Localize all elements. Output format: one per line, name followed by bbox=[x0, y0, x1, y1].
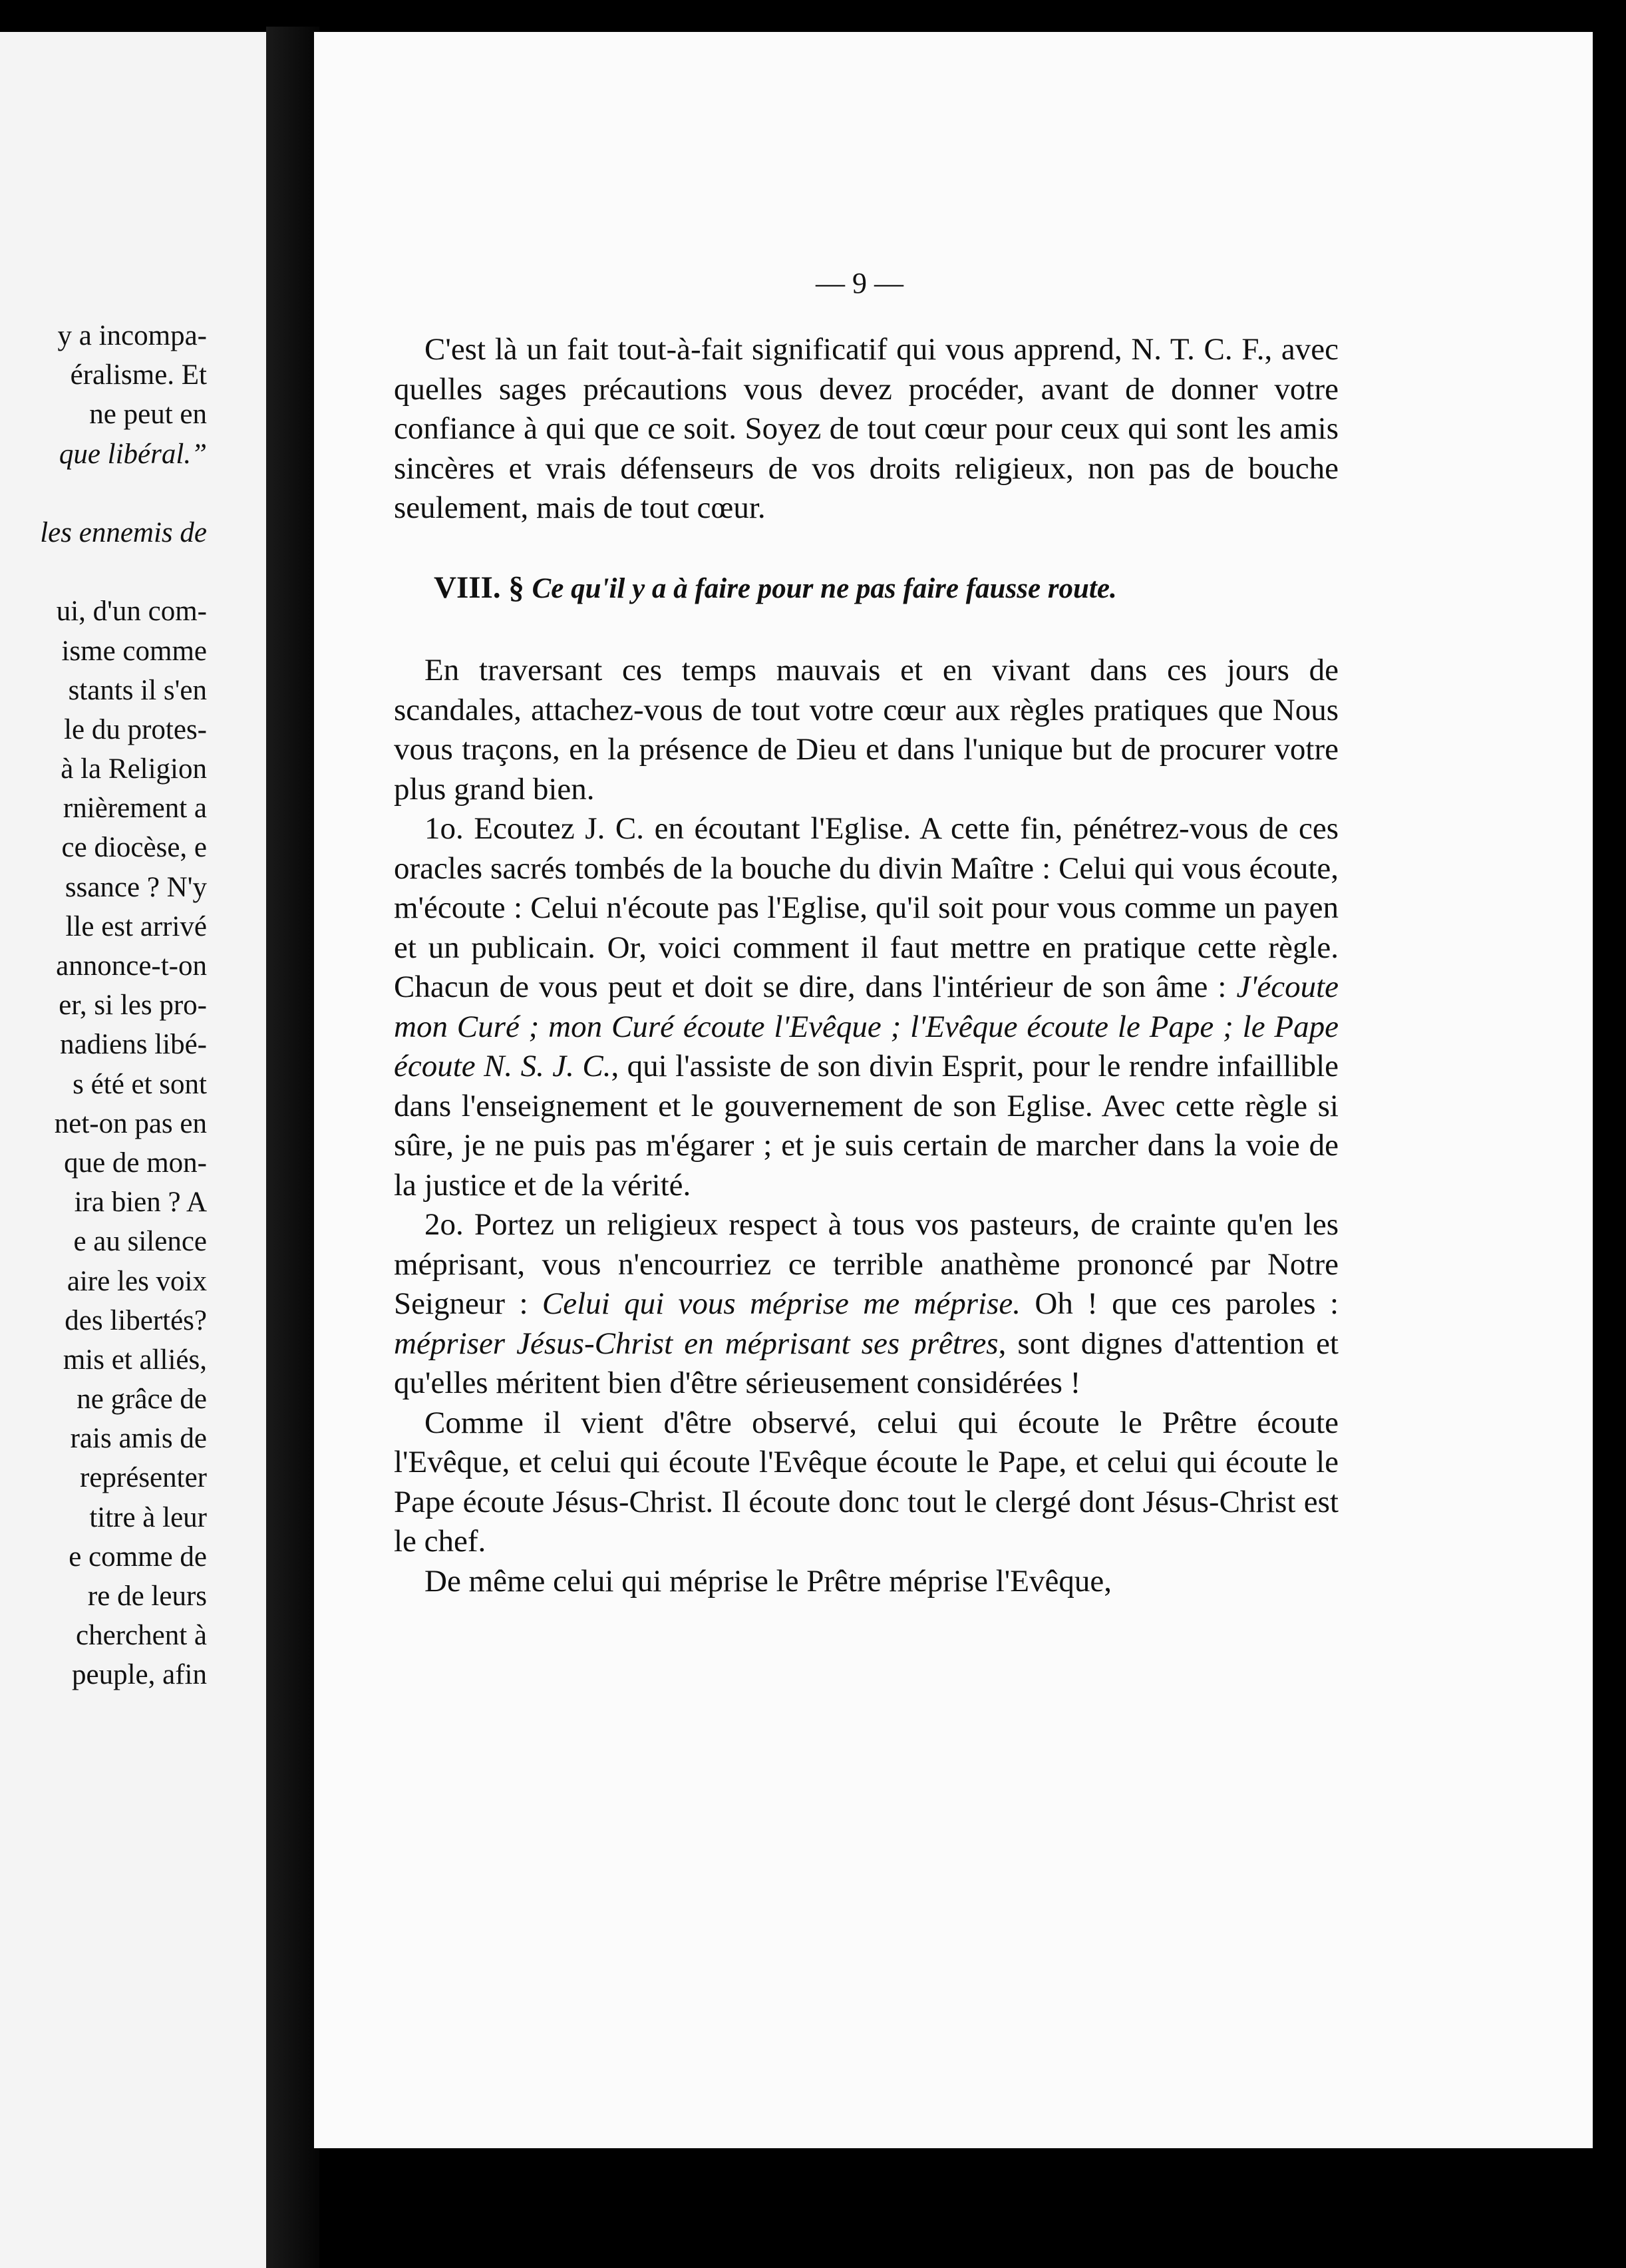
left-line: rais amis de bbox=[70, 1423, 207, 1455]
left-line: rnièrement a bbox=[63, 793, 207, 825]
left-line: représenter bbox=[80, 1462, 207, 1494]
paragraph: De même celui qui méprise le Prêtre méprise l'Evêque, bbox=[424, 1563, 1112, 1599]
left-line: stants il s'en bbox=[68, 674, 207, 706]
left-facing-page bbox=[0, 32, 276, 2268]
left-gap bbox=[0, 474, 207, 513]
left-line: aire les voix bbox=[67, 1265, 207, 1297]
section-heading bbox=[394, 568, 1339, 609]
left-line: e au silence bbox=[73, 1226, 207, 1258]
body-text bbox=[394, 330, 1339, 1601]
book-gutter bbox=[266, 27, 319, 2268]
left-line: lle est arrivé bbox=[65, 910, 207, 942]
text-run: 1o. Ecoutez J. C. en écoutant l'Eglise. A cette fin, pénétrez-vous de ces oracles sacrés tombés de la bouche du divin Maître : Celui qui vous écoute, m'écoute : Celui n'écoute pas l'Eglise, qu'il soit pour vous comme un payen et un publicain. Or, voici comment il faut mettre en pratique cette règle. Chacun de vous peut et doit se dire, dans l'intérieur de son âme : bbox=[394, 811, 1339, 1004]
left-line: ira bien ? A bbox=[74, 1187, 207, 1219]
italic-run: J'écoute mon Curé ; mon Curé écoute l'Evêque ; l'Evêque écoute le Pape ; le Pape écoute N. S. J. C. bbox=[394, 970, 1339, 1083]
left-line: ne grâce de bbox=[77, 1384, 207, 1416]
section-label: VIII. § bbox=[434, 570, 524, 605]
paragraph bbox=[394, 809, 1339, 1205]
paragraph: En traversant ces temps mauvais et en vivant dans ces jours de scandales, attachez-vous de tout votre cœur aux règles pratiques que Nous vous traçons, en la présence de Dieu et dans l'unique but de procurer votre plus grand bien. bbox=[394, 653, 1339, 807]
left-line-group bbox=[0, 592, 207, 1691]
left-line: les ennemis de bbox=[40, 516, 207, 548]
left-line: titre à leur bbox=[89, 1501, 207, 1533]
section-title: Ce qu'il y a à faire pour ne pas faire fausse route. bbox=[532, 572, 1117, 604]
left-line: ssance ? N'y bbox=[65, 871, 207, 903]
left-line: éralisme. Et bbox=[70, 359, 207, 391]
left-line: des libertés? bbox=[65, 1304, 207, 1336]
left-line: cherchent à bbox=[76, 1620, 207, 1652]
left-line: peuple, afin bbox=[72, 1659, 207, 1691]
left-line: s été et sont bbox=[73, 1068, 207, 1100]
italic-run: Celui qui vous méprise me méprise. bbox=[542, 1286, 1021, 1321]
left-line: isme comme bbox=[61, 635, 207, 667]
main-page bbox=[314, 32, 1593, 2148]
page-number: — 9 — bbox=[816, 267, 903, 299]
left-line: net-on pas en bbox=[54, 1107, 207, 1139]
left-line: que libéral.” bbox=[59, 438, 207, 470]
left-line: nadiens libé- bbox=[60, 1029, 207, 1061]
paragraph: Comme il vient d'être observé, celui qui écoute le Prêtre écoute l'Evêque, et celui qui écoute l'Evêque écoute le Pape, et celui qui écoute le Pape écoute Jésus-Christ. Il écoute donc tout le clergé dont Jésus-Christ est le chef. bbox=[394, 1405, 1339, 1559]
left-line: ne peut en bbox=[89, 399, 207, 431]
left-line: à la Religion bbox=[61, 753, 207, 785]
left-gap bbox=[0, 552, 207, 592]
text-run: Oh ! que ces paroles : bbox=[1035, 1286, 1339, 1321]
left-line: er, si les pro- bbox=[59, 990, 207, 1022]
text-run: , qui l'assiste de son divin Esprit, pour le rendre infaillible dans l'enseignement et le gouvernement de son Eglise. Avec cette règle si sûre, je ne puis pas m'égarer ; et je suis certain de marcher dans la voie de la justice et de la vérité. bbox=[394, 1049, 1339, 1203]
left-line: que de mon- bbox=[64, 1147, 207, 1179]
left-line: ui, d'un com- bbox=[56, 596, 207, 628]
left-line: y a incompa- bbox=[57, 320, 207, 351]
left-line: e comme de bbox=[69, 1541, 207, 1573]
text-run: , sont dignes d'attention et qu'elles méritent bien d'être sérieusement considérées ! bbox=[394, 1326, 1339, 1400]
left-line: ce diocèse, e bbox=[61, 832, 207, 864]
left-line: annonce-t-on bbox=[56, 950, 207, 982]
left-line: mis et alliés, bbox=[63, 1344, 207, 1376]
italic-run: mépriser Jésus-Christ en méprisant ses prêtres bbox=[394, 1326, 999, 1361]
left-line: le du protes- bbox=[64, 713, 207, 745]
paragraph: C'est là un fait tout-à-fait significatif qui vous apprend, N. T. C. F., avec quelles sages précautions vous devez procéder, avant de donner votre confiance à qui que ce soit. Soyez de tout cœur pour ceux qui sont les amis sincères et vrais défenseurs de vos droits religieux, non pas de bouche seulement, mais de tout cœur. bbox=[394, 332, 1339, 525]
paragraph bbox=[394, 1205, 1339, 1404]
text-run: 2o. Portez un religieux respect à tous vos pasteurs, de crainte qu'en les méprisant, vous n'encourriez ce terrible anathème prononcé par Notre Seigneur : bbox=[394, 1207, 1339, 1321]
left-line: re de leurs bbox=[87, 1581, 207, 1612]
left-page-text bbox=[0, 316, 207, 1691]
